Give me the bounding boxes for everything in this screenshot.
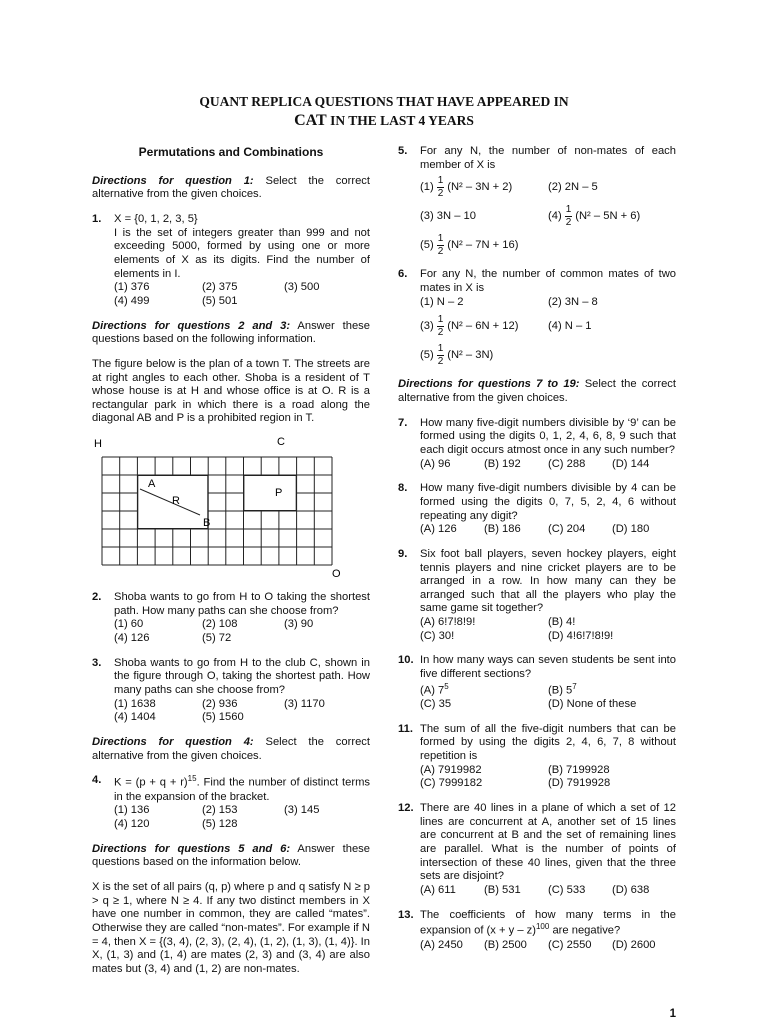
page-number: 1 (669, 1008, 676, 1020)
option: (A) 7919982 (420, 763, 482, 776)
option-label: (5) (420, 348, 434, 361)
option: (A) 611 (420, 884, 456, 897)
option: (2) 936 (202, 697, 238, 710)
question-text (420, 909, 676, 939)
fraction-denominator: 2 (437, 327, 444, 339)
option: (C) 2550 (548, 938, 592, 951)
option: (D) None of these (548, 698, 637, 711)
directions-text: Select the correct alternative from the given choices. (92, 174, 370, 201)
option: (2) 375 (202, 281, 238, 294)
label-o: O (332, 568, 341, 581)
question-2 (92, 591, 370, 646)
option: (C) 288 (548, 457, 586, 470)
question-text: I is the set of integers greater than 999 and not exceeding 5000, formed by using one or more elements of X as its digits. Find the number of elements in I. (114, 226, 370, 280)
subtitle-rest: IN THE LAST 4 YEARS (326, 113, 474, 128)
fraction (437, 344, 445, 367)
question-text: The sum of all the five-digit numbers that can be formed by using the digits 2, 4, 6, 7, 8 without repetition is (420, 722, 676, 763)
question-text-rest: . Find the number of distinct terms in the expansion of the bracket. (114, 777, 370, 803)
fraction-numerator: 1 (565, 204, 572, 216)
question-text: For any N, the number of non-mates of each member of X is (420, 145, 676, 171)
fraction-numerator: 1 (437, 233, 444, 245)
option: (D) 638 (612, 884, 650, 897)
page-subtitle (0, 111, 768, 131)
directions-q5-6 (92, 843, 370, 870)
fraction (437, 176, 445, 199)
label-p: P (275, 487, 283, 500)
option-expression: (N² – 5N + 6) (575, 209, 641, 222)
street-grid (102, 457, 332, 565)
directions-text: Select the correct alternative from the given choices. (92, 736, 370, 762)
question-6 (398, 268, 676, 367)
directions-label: Directions for questions 2 and 3: (92, 319, 291, 332)
option (420, 234, 548, 257)
question-4 (92, 774, 370, 831)
fraction-denominator: 2 (565, 217, 572, 229)
option: (B) 4! (548, 616, 576, 629)
question-number: 8. (398, 482, 408, 495)
directions-q7-19 (398, 378, 676, 405)
option: (B) 192 (484, 457, 521, 470)
option: (1) N – 2 (420, 295, 464, 308)
fraction-numerator: 1 (437, 175, 444, 187)
option: (A) 2450 (420, 938, 463, 951)
option: (3) 500 (284, 281, 320, 294)
option: (D) 180 (612, 523, 650, 536)
options (420, 682, 676, 712)
question-number: 9. (398, 547, 408, 560)
directions-label: Directions for question 1: (92, 174, 254, 187)
option (420, 315, 548, 338)
option (420, 176, 548, 199)
option: (A) 126 (420, 523, 457, 536)
directions-q4 (92, 736, 370, 763)
options (420, 523, 676, 537)
option: (3) 1170 (284, 697, 325, 710)
option-label: (5) (420, 238, 434, 251)
section-heading: Permutations and Combinations (138, 145, 324, 159)
directions-text: Answer these questions based on the following information. (92, 319, 370, 346)
options (420, 296, 676, 368)
question-8 (398, 482, 676, 537)
left-column (92, 145, 370, 988)
options (114, 281, 370, 308)
option: (A) 96 (420, 457, 451, 470)
cat-word: CAT (294, 112, 327, 129)
prohibited-region-p (244, 476, 296, 511)
option: (C) 7999182 (420, 777, 483, 790)
option: (2) 2N – 5 (548, 180, 598, 193)
option: (1) 1638 (114, 697, 156, 710)
directions-label: Directions for questions 5 and 6: (92, 842, 291, 855)
question-7 (398, 417, 676, 472)
question-number: 1. (92, 212, 102, 225)
question-text: In how many ways can seven students be sent into five different sections? (420, 654, 676, 681)
options (420, 884, 676, 898)
question-12 (398, 802, 676, 898)
question-text: How many five-digit numbers divisible by 4 can be formed using the digits 0, 7, 5, 2, 4, 6 without repeating any digit? (420, 482, 676, 522)
option: (D) 144 (612, 457, 650, 470)
option-text: (B) 5 (548, 684, 573, 697)
option: (C) 204 (548, 523, 586, 536)
question-number: 6. (398, 268, 408, 281)
option (420, 344, 548, 367)
option: (D) 2600 (612, 938, 656, 951)
option-text: (A) 7 (420, 684, 445, 697)
option-label: (1) (420, 180, 434, 193)
set-definition: X = {0, 1, 2, 3, 5} (114, 212, 198, 225)
option-expression: (N² – 7N + 16) (447, 238, 519, 251)
town-plan-figure (92, 437, 370, 585)
question-text: Six foot ball players, seven hockey players, eight tennis players and nine cricket players are to be arranged in a row. In how many can they be arranged such that all the players who play the same game sit together? (420, 547, 676, 615)
option: (5) 501 (202, 294, 238, 307)
option (420, 682, 548, 698)
option: (D) 7919928 (548, 777, 611, 790)
option: (B) 531 (484, 884, 521, 897)
options (114, 804, 370, 831)
question-text: Shoba wants to go from H to O taking the shortest path. How many paths can she choose from? (114, 591, 370, 617)
exponent: 5 (444, 681, 449, 691)
question-number: 4. (92, 774, 102, 787)
question-text: For any N, the number of common mates of two mates in X is (420, 268, 676, 294)
question-number: 2. (92, 591, 102, 604)
question-13 (398, 909, 676, 953)
option: (C) 533 (548, 884, 586, 897)
option-label: (4) (548, 209, 562, 222)
fraction-denominator: 2 (437, 246, 444, 258)
option: (4) N – 1 (548, 319, 592, 332)
question-text-rest: are negative? (549, 925, 621, 938)
option: (D) 4!6!7!8!9! (548, 629, 614, 642)
options (114, 698, 370, 725)
mates-info-paragraph: X is the set of all pairs (q, p) where p and q satisfy N ≥ p > q ≥ 1, where N ≥ 4. If any two distinct members in X have one number in common, they are called “mates”. Otherwise they are called “non-mates”. For example if N = 4, then X = {(3, 4), (2, 3), (2, 4), (1, 2), (1, 3), (1, 4)}. In X, (1, 3) and (1, 4) are mates (2, 3) and (3, 4) are also mates but (3, 4) and (1, 2) are non-mates. (92, 881, 370, 975)
option: (B) 186 (484, 523, 521, 536)
option: (5) 72 (202, 632, 232, 645)
question-1 (92, 213, 370, 309)
options (114, 618, 370, 645)
question-9 (398, 548, 676, 644)
right-column (398, 145, 676, 963)
page-title: QUANT REPLICA QUESTIONS THAT HAVE APPEARED IN (199, 94, 569, 109)
option: (2) 153 (202, 804, 238, 817)
option: (5) 1560 (202, 711, 244, 724)
fraction-numerator: 1 (437, 343, 444, 355)
label-c: C (277, 437, 285, 449)
option: (2) 108 (202, 618, 238, 631)
question-text-start: The coefficients of how many terms in the expansion of (x + y – z) (420, 908, 676, 938)
option: (A) 6!7!8!9! (420, 616, 476, 629)
fraction (437, 234, 445, 257)
question-number: 11. (398, 722, 413, 735)
option: (B) 2500 (484, 938, 527, 951)
directions-text: Select the correct alternative from the given choices. (398, 378, 676, 404)
options (420, 616, 676, 643)
option (548, 205, 678, 228)
directions-label: Directions for question 4: (92, 736, 254, 749)
question-number: 3. (92, 656, 102, 669)
option-expression: (N² – 3N + 2) (447, 180, 513, 193)
options (420, 939, 676, 953)
label-h: H (94, 438, 102, 451)
question-text: There are 40 lines in a plane of which a set of 12 lines are concurrent at A, another set of 15 lines are concurrent at B and the set of remaining lines are parallel. What is the number of points of intersection of these 40 lines, given that the three sets are disjoint? (420, 802, 676, 883)
label-b: B (203, 517, 211, 530)
option: (C) 30! (420, 629, 455, 642)
question-number: 7. (398, 416, 408, 429)
town-plan-svg (92, 437, 362, 585)
option-label: (3) (420, 319, 434, 332)
fraction-denominator: 2 (437, 356, 444, 368)
option: (C) 35 (420, 698, 452, 711)
option: (5) 128 (202, 818, 238, 831)
option: (B) 7199928 (548, 763, 610, 776)
option: (4) 120 (114, 818, 150, 831)
exponent: 100 (535, 922, 550, 932)
town-info-paragraph: The figure below is the plan of a town T. The streets are at right angles to each other. Shoba is a resident of T whose house is at H and whose office is at O. R is a rectangular park in which there is a road along the diagonal AB and P is a prohibited region in T. (92, 357, 370, 425)
option-expression: (N² – 3N) (447, 348, 494, 361)
label-a: A (148, 478, 156, 491)
question-text (114, 774, 370, 804)
option: (3) 90 (284, 618, 314, 631)
directions-q1 (92, 175, 370, 202)
fraction-denominator: 2 (437, 188, 444, 200)
question-number: 5. (398, 145, 408, 157)
option-expression: (N² – 6N + 12) (447, 319, 519, 332)
option: (3) 3N – 10 (420, 209, 476, 222)
question-text: Shoba wants to go from H to the club C, shown in the figure through O, taking the shortest path. How many paths can she choose from? (114, 656, 370, 697)
fraction-numerator: 1 (437, 314, 444, 326)
option (548, 682, 668, 698)
option: (1) 60 (114, 618, 144, 631)
option: (3) 145 (284, 804, 320, 817)
question-number: 13. (398, 908, 414, 921)
option: (2) 3N – 8 (548, 295, 598, 308)
directions-label: Directions for questions 7 to 19: (398, 378, 580, 391)
exponent: 7 (572, 681, 577, 691)
label-r: R (172, 495, 180, 508)
option: (1) 136 (114, 804, 150, 817)
expression: K = (p + q + r) (114, 777, 188, 790)
directions-q2-3 (92, 320, 370, 347)
question-3 (92, 657, 370, 725)
option: (4) 126 (114, 632, 150, 645)
fraction (437, 315, 445, 338)
question-11 (398, 723, 676, 791)
options (420, 764, 676, 791)
option: (4) 499 (114, 294, 150, 307)
question-number: 10. (398, 654, 414, 667)
option: (1) 376 (114, 281, 150, 294)
fraction (565, 205, 573, 228)
question-text: How many five-digit numbers divisible by ‘9’ can be formed using the digits 0, 1, 2, 4, 6, 8, 9 such that each digit occurs atmost once in any such number? (420, 416, 676, 456)
question-5 (398, 145, 676, 257)
exponent: 15 (187, 774, 197, 784)
options (420, 176, 676, 257)
option: (4) 1404 (114, 711, 156, 724)
directions-text: Answer these questions based on the information below. (92, 842, 370, 869)
question-10 (398, 654, 676, 711)
question-number: 12. (398, 802, 414, 815)
options (420, 458, 676, 472)
